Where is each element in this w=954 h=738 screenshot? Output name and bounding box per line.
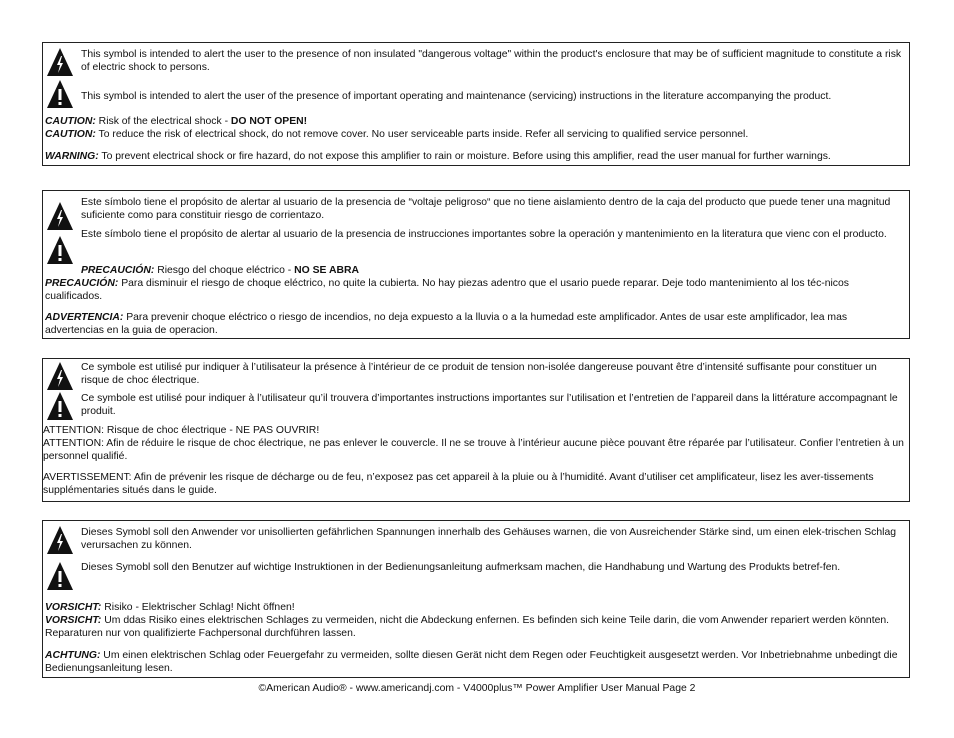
- caution-line-2: VORSICHT: Um ddas Risiko eines elektrischen Schlages zu vermeiden, nicht die Abdeckung enfernen. Es befinden sich keine Teile darin, die vom Anwender repariert werden könnten. Reparaturen nur von qualifizierte Fachpersonal durchführen lassen.: [45, 615, 890, 639]
- voltage-symbol-text: This symbol is intended to alert the user to the presence of non insulated "dangerous voltage" within the product's enclosure that may be of sufficient magnitude to constitute a risk of electric shock to persons.: [81, 49, 902, 73]
- instruction-symbol-text: Este símbolo tiene el propósito de alertar al usuario de la presencia de instrucciones importantes sobre la operación y mantenimiento en la literatura que vienc con el producto.: [81, 229, 887, 240]
- instruction-symbol-text: This symbol is intended to alert the user of the presence of important operating and maintenance (servicing) instructions in the literature accompanying the product.: [81, 91, 832, 102]
- instruction-symbol-text: Dieses Symobl soll den Benutzer auf wichtige Instruktionen in der Bedienungsanleitung aufmerksam machen, die Handhabung und Wartung des Produkts betref-fen.: [81, 562, 841, 573]
- english-safety-box: [42, 42, 910, 166]
- caution-line-1: ATTENTION: Risque de choc électrique - NE PAS OUVRIR!: [43, 425, 320, 436]
- caution-line-1: CAUTION: Risk of the electrical shock - DO NOT OPEN!: [45, 116, 308, 127]
- french-safety-box: [42, 358, 910, 502]
- warning-line: AVERTISSEMENT: Afin de prévenir les risque de décharge ou de feu, n’exposez pas cet appareil à la pluie ou à l’humidité. Avant d’utiliser cet amplificateur, lisez les aver-tissements supplémentaries situés dans le guide.: [43, 472, 874, 496]
- caution-line-1: VORSICHT: Risiko - Elektrischer Schlag! Nicht öffnen!: [45, 602, 295, 613]
- lightning-warning-icon: [46, 361, 74, 391]
- lightning-warning-icon: [46, 47, 74, 77]
- warning-line: ACHTUNG: Um einen elektrischen Schlag oder Feuergefahr zu vermeiden, sollte diesen Gerät nicht dem Regen oder Feuchtigkeit ausgesetzt werden. Vor Inbetriebnahme unbedingt die Bedienungsanleitung lesen.: [45, 650, 898, 674]
- instruction-symbol-text: Ce symbole est utilisé pour indiquer à l’utilisateur qu’il trouvera d’importantes instructions importantes sur l’utilisation et l’entretien de l’appareil dans la littérature accompagnant le produit.: [81, 393, 898, 417]
- voltage-symbol-text: Dieses Symobl soll den Anwender vor unisollierten gefährlichen Spannungen innerhalb des Gehäuses warnen, die von Ausreichender Stärke sind, um einen elek-trischen Schlag verursachen zu können.: [81, 527, 896, 551]
- exclamation-warning-icon: [46, 561, 74, 591]
- exclamation-warning-icon: [46, 235, 74, 265]
- exclamation-warning-icon: [46, 79, 74, 109]
- voltage-symbol-text: Este símbolo tiene el propósito de alertar al usuario de la presencia de “voltaje peligroso“ que no tiene aislamiento dentro de la caja del producto que puede tener una magnitud suficiente como para constituir riesgo de corrientazo.: [81, 197, 891, 221]
- warning-line: ADVERTENCIA: Para prevenir choque eléctrico o riesgo de incendios, no deja expuesto a la lluvia o a la humedad este amplificador. Antes de usar este amplificador, lea mas advertencias en la guia de operacion.: [45, 312, 848, 336]
- caution-line-2: ATTENTION: Afin de réduire le risque de choc électrique, ne pas enlever le couvercle. Il ne se trouve à l’intérieur aucune pièce pouvant être réparée par l’utilisateur. Confier l’entretien à un personnel qualifié.: [43, 438, 904, 462]
- spanish-safety-box: [42, 190, 910, 339]
- voltage-symbol-text: Ce symbole est utilisé pur indiquer à l’utilisateur la présence à l’intérieur de ce produit de tension non-isolée dangereuse pouvant être d’intensité suffisante pour constituer un risque de choc électrique.: [81, 362, 877, 386]
- warning-line: WARNING: To prevent electrical shock or fire hazard, do not expose this amplifier to rain or moisture. Before using this amplifier, read the user manual for further warnings.: [45, 151, 831, 162]
- german-safety-box: [42, 520, 910, 678]
- caution-line-2: PRECAUCIÓN: Para disminuir el riesgo de choque eléctrico, no quite la cubierta. No hay piezas adentro que el usario puede reparar. Deje todo mantenimiento al los téc-nicos cualificados.: [45, 278, 849, 302]
- page-footer: ©American Audio® - www.americandj.com - V4000plus™ Power Amplifier User Manual Page 2: [258, 683, 696, 694]
- caution-line-1: PRECAUCIÓN: Riesgo del choque eléctrico - NO SE ABRA: [81, 265, 359, 276]
- lightning-warning-icon: [46, 201, 74, 231]
- lightning-warning-icon: [46, 525, 74, 555]
- caution-line-2: CAUTION: To reduce the risk of electrical shock, do not remove cover. No user serviceable parts inside. Refer all servicing to qualified service personnel.: [45, 129, 749, 140]
- exclamation-warning-icon: [46, 391, 74, 421]
